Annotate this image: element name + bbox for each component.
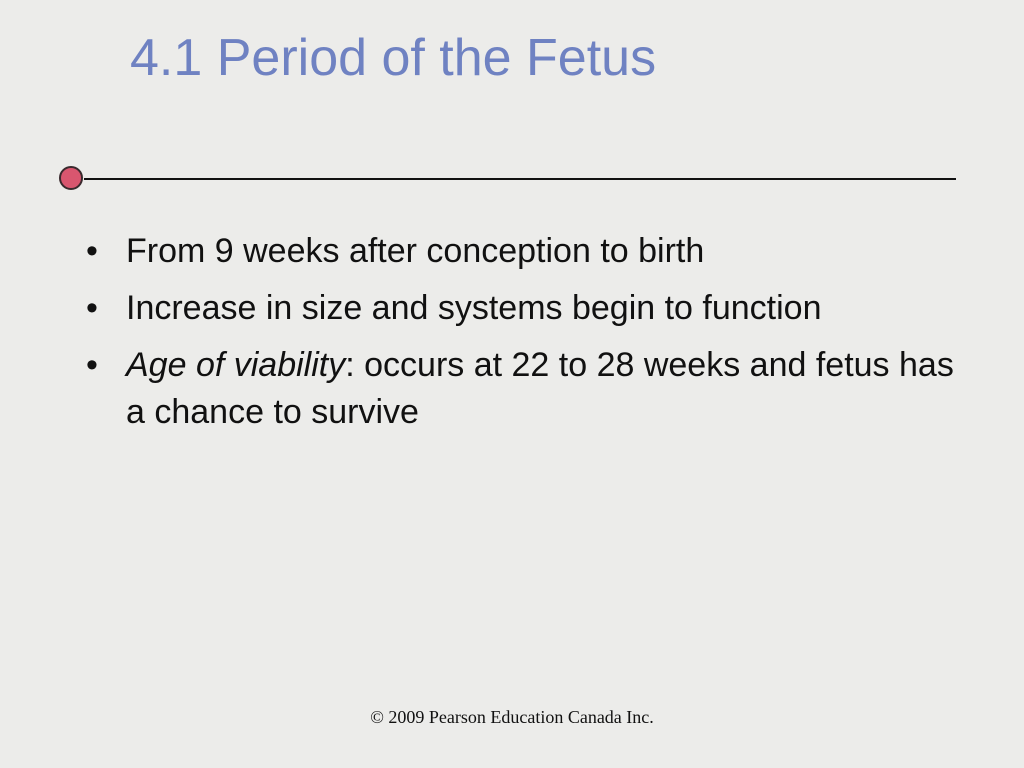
- bullet-text: : occurs at 22 to 28 weeks and fetus has a chance to survive: [126, 346, 954, 431]
- slide-title: 4.1 Period of the Fetus: [130, 29, 657, 87]
- bullet-item: [84, 228, 954, 275]
- bullet-term: Age of viability: [126, 346, 346, 384]
- divider-dot-icon: [59, 166, 83, 190]
- bullet-icon: •: [86, 346, 98, 384]
- bullet-item: [84, 342, 954, 436]
- bullet-item: [84, 285, 954, 332]
- bullet-list: [84, 228, 954, 446]
- title-divider: [84, 178, 956, 180]
- copyright-footer: © 2009 Pearson Education Canada Inc.: [370, 707, 654, 727]
- bullet-text: From 9 weeks after conception to birth: [126, 232, 705, 270]
- bullet-icon: •: [86, 232, 98, 270]
- bullet-icon: •: [86, 289, 98, 327]
- bullet-text: Increase in size and systems begin to function: [126, 289, 822, 327]
